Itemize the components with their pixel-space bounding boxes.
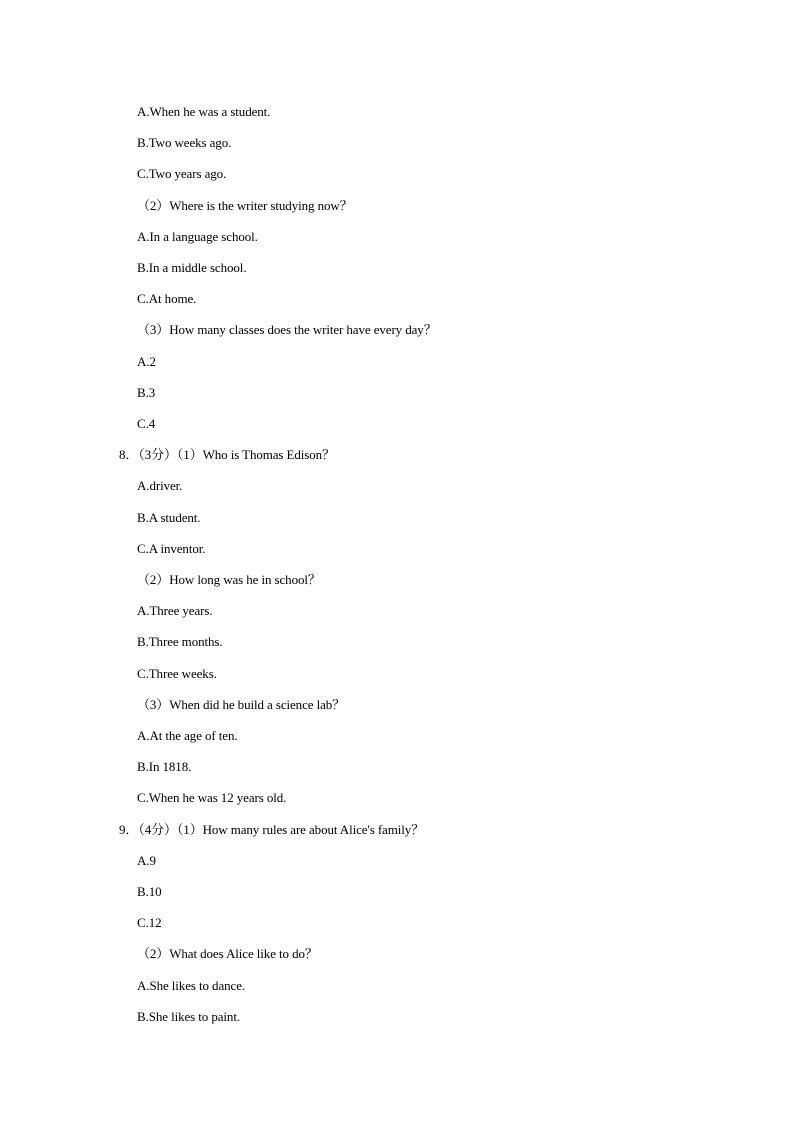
answer-option: C.When he was 12 years old.: [137, 790, 287, 805]
answer-option: C.At home.: [137, 291, 197, 306]
question-heading: 9．（4分）（1）How many rules are about Alice's family？: [119, 822, 425, 837]
answer-option: B.Three months.: [137, 634, 223, 649]
answer-option: A.At the age of ten.: [137, 728, 238, 743]
question-heading: 8．（3分）（1）Who is Thomas Edison？: [119, 447, 335, 462]
answer-option: B.Two weeks ago.: [137, 135, 232, 150]
sub-question: （2）What does Alice like to do？: [137, 946, 318, 961]
sub-question: （3）How many classes does the writer have every day？: [137, 322, 437, 337]
sub-question: （2）Where is the writer studying now？: [137, 198, 353, 213]
answer-option: A.In a language school.: [137, 229, 258, 244]
answer-option: B.A student.: [137, 510, 201, 525]
answer-option: C.4: [137, 416, 156, 431]
answer-option: A.driver.: [137, 478, 183, 493]
answer-option: C.Two years ago.: [137, 166, 227, 181]
answer-option: B.10: [137, 884, 162, 899]
answer-option: B.In 1818.: [137, 759, 192, 774]
answer-option: C.12: [137, 915, 162, 930]
sub-question: （3）When did he build a science lab？: [137, 697, 346, 712]
answer-option: B.She likes to paint.: [137, 1009, 240, 1024]
answer-option: A.Three years.: [137, 603, 213, 618]
sub-question: （2）How long was he in school？: [137, 572, 321, 587]
answer-option: B.In a middle school.: [137, 260, 247, 275]
answer-option: C.Three weeks.: [137, 666, 217, 681]
answer-option: A.2: [137, 354, 156, 369]
answer-option: C.A inventor.: [137, 541, 206, 556]
answer-option: B.3: [137, 385, 156, 400]
answer-option: A.9: [137, 853, 156, 868]
answer-option: A.She likes to dance.: [137, 978, 246, 993]
answer-option: A.When he was a student.: [137, 104, 271, 119]
